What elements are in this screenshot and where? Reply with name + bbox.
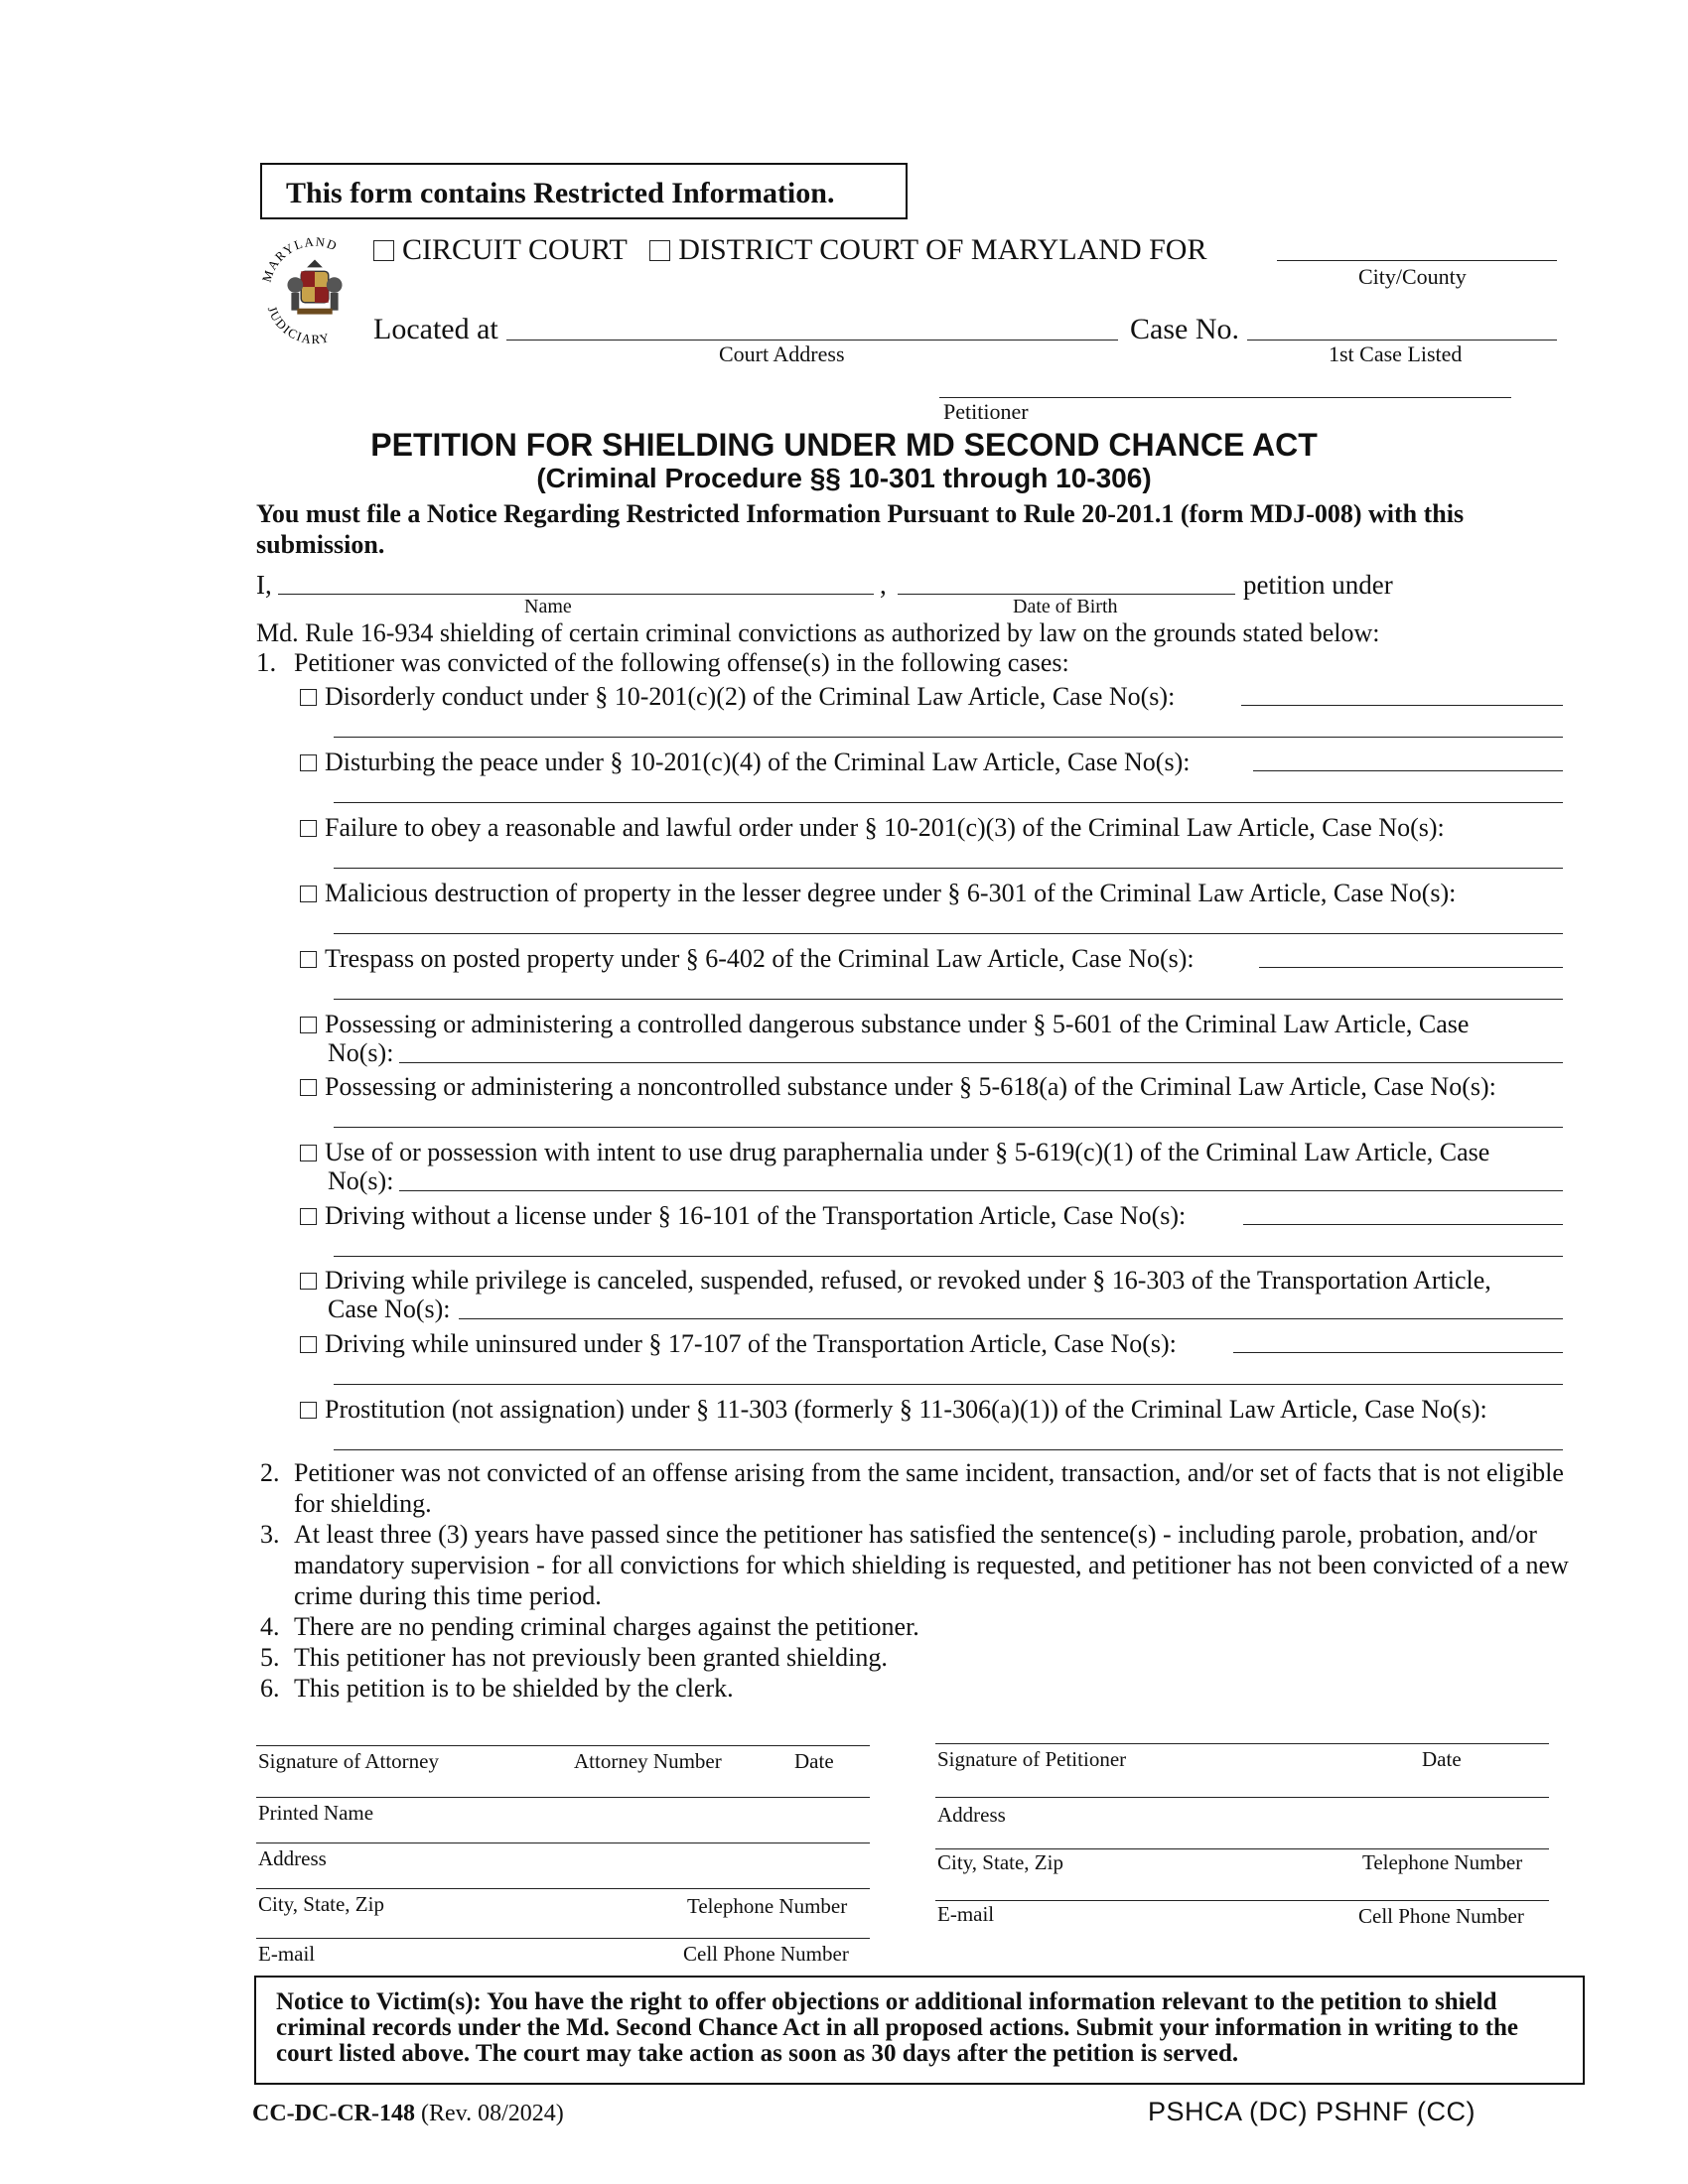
circuit-court-checkbox[interactable] bbox=[373, 240, 394, 261]
case-field[interactable] bbox=[334, 1449, 1563, 1450]
intro-i: I, bbox=[256, 570, 272, 600]
item1-number: 1. bbox=[256, 647, 277, 677]
page-subtitle: (Criminal Procedure §§ 10-301 through 10-306) bbox=[536, 463, 1152, 493]
petitioner-date-label: Date bbox=[1422, 1747, 1462, 1771]
case-field[interactable] bbox=[334, 1256, 1563, 1257]
offense-checkbox[interactable] bbox=[300, 1273, 317, 1290]
offense-checkbox[interactable] bbox=[300, 886, 317, 902]
attorney-date-label: Date bbox=[794, 1749, 834, 1773]
offense-checkbox[interactable] bbox=[300, 1079, 317, 1096]
case-no-label: Case No. bbox=[1130, 313, 1239, 345]
attorney-email-field[interactable] bbox=[256, 1938, 870, 1939]
offense-disorderly-conduct[interactable]: Disorderly conduct under § 10-201(c)(2) of the Criminal Law Article, Case No(s): bbox=[300, 681, 1175, 712]
case-field[interactable] bbox=[1243, 1224, 1563, 1225]
grounds-list bbox=[260, 1457, 1571, 1704]
restricted-banner: This form contains Restricted Information. bbox=[260, 163, 908, 219]
district-court-label: DISTRICT COURT OF MARYLAND FOR bbox=[678, 233, 1207, 266]
offense-trespass[interactable]: Trespass on posted property under § 6-402 of the Criminal Law Article, Case No(s): bbox=[300, 943, 1195, 974]
page-title: PETITION FOR SHIELDING UNDER MD SECOND CHANCE ACT bbox=[370, 427, 1318, 463]
attorney-address-label: Address bbox=[258, 1846, 327, 1870]
offense-checkbox[interactable] bbox=[300, 754, 317, 771]
petitioner-email-field[interactable] bbox=[935, 1900, 1549, 1901]
intro-comma: , bbox=[880, 570, 887, 600]
offense-malicious-destruction[interactable]: Malicious destruction of property in the lesser degree under § 6-301 of the Criminal Law Article, Case No(s): bbox=[300, 878, 1456, 908]
offense-checkbox[interactable] bbox=[300, 1336, 317, 1353]
attorney-email-label: E-mail bbox=[258, 1942, 316, 1966]
case-field[interactable] bbox=[334, 933, 1563, 934]
circuit-court-label: CIRCUIT COURT bbox=[402, 233, 628, 266]
case-field[interactable] bbox=[1259, 967, 1563, 968]
attorney-signature-label: Signature of Attorney bbox=[258, 1749, 439, 1773]
seal-top-text: MARYLAND bbox=[259, 234, 341, 284]
petitioner-email-label: E-mail bbox=[937, 1902, 995, 1926]
offense-checkbox[interactable] bbox=[300, 1402, 317, 1419]
case-no-field[interactable] bbox=[1247, 340, 1557, 341]
case-field[interactable] bbox=[334, 1384, 1563, 1385]
victim-notice: Notice to Victim(s): You have the right to offer objections or additional information relevant to the petition to shield criminal records under the Md. Second Chance Act in all proposed actions. Submit your information in writing to the court listed above. The court may take action as soon as 30 days after the petition is served. bbox=[254, 1976, 1585, 2085]
attorney-cell-label: Cell Phone Number bbox=[683, 1942, 849, 1966]
list-item: 3. At least three (3) years have passed since the petitioner has satisfied the sentence(s) - including parole, probation, and/or mandatory supervision - for all convictions for which shielding is requested, and petitioner has not been convicted of a new crime during this time period. bbox=[260, 1520, 1569, 1610]
offense-driving-privilege-line2: Case No(s): bbox=[328, 1295, 451, 1323]
petitioner-label: Petitioner bbox=[943, 399, 1029, 424]
offense-failure-to-obey[interactable]: Failure to obey a reasonable and lawful order under § 10-201(c)(3) of the Criminal Law Article, Case No(s): bbox=[300, 812, 1445, 843]
case-field[interactable] bbox=[334, 737, 1563, 738]
first-case-label: 1st Case Listed bbox=[1329, 341, 1463, 366]
petitioner-city-field[interactable] bbox=[935, 1848, 1549, 1849]
offense-noncontrolled-substance[interactable]: Possessing or administering a noncontrolled substance under § 5-618(a) of the Criminal Law Article, Case No(s): bbox=[300, 1071, 1496, 1102]
attorney-telephone-label: Telephone Number bbox=[687, 1894, 848, 1918]
offense-checkbox[interactable] bbox=[300, 820, 317, 837]
footer-form-id-block bbox=[252, 2101, 564, 2127]
court-address-label: Court Address bbox=[719, 341, 845, 366]
offense-checkbox[interactable] bbox=[300, 1145, 317, 1161]
offense-controlled-substance-line2: No(s): bbox=[328, 1038, 394, 1067]
list-item: 2. Petitioner was not convicted of an offense arising from the same incident, transaction, and/or set of facts that is not eligible for shielding. bbox=[260, 1458, 1564, 1518]
offense-prostitution[interactable]: Prostitution (not assignation) under § 11-303 (formerly § 11-306(a)(1)) of the Criminal Law Article, Case No(s): bbox=[300, 1394, 1487, 1425]
attorney-city-label: City, State, Zip bbox=[258, 1892, 384, 1916]
case-field[interactable] bbox=[334, 1127, 1563, 1128]
offense-disturbing-peace[interactable]: Disturbing the peace under § 10-201(c)(4) of the Criminal Law Article, Case No(s): bbox=[300, 747, 1190, 777]
offense-controlled-substance[interactable]: Possessing or administering a controlled dangerous substance under § 5-601 of the Criminal Law Article, Case bbox=[300, 1009, 1469, 1039]
item1-text: Petitioner was convicted of the following offense(s) in the following cases: bbox=[294, 648, 1069, 677]
court-selection bbox=[373, 233, 1206, 267]
offense-drug-paraphernalia[interactable]: Use of or possession with intent to use drug paraphernalia under § 5-619(c)(1) of the Criminal Law Article, Case bbox=[300, 1137, 1489, 1167]
name-label: Name bbox=[524, 596, 572, 617]
offense-driving-privilege-revoked[interactable]: Driving while privilege is canceled, suspended, refused, or revoked under § 16-303 of the Transportation Article, bbox=[300, 1265, 1491, 1296]
case-field[interactable] bbox=[1233, 1352, 1563, 1353]
dob-label: Date of Birth bbox=[1013, 596, 1118, 617]
offense-drug-paraphernalia-line2: No(s): bbox=[328, 1166, 394, 1195]
case-field[interactable] bbox=[334, 802, 1563, 803]
offense-driving-uninsured[interactable]: Driving while uninsured under § 17-107 of the Transportation Article, Case No(s): bbox=[300, 1328, 1177, 1359]
date-of-birth-field[interactable] bbox=[898, 594, 1235, 595]
case-field[interactable] bbox=[1253, 770, 1563, 771]
form-revision: (Rev. 08/2024) bbox=[420, 2101, 564, 2126]
petitioner-city-label: City, State, Zip bbox=[937, 1850, 1063, 1874]
form-id: CC-DC-CR-148 bbox=[252, 2101, 415, 2126]
offense-checkbox[interactable] bbox=[300, 1017, 317, 1033]
case-field[interactable] bbox=[459, 1318, 1563, 1319]
petitioner-field[interactable] bbox=[939, 397, 1511, 398]
case-field[interactable] bbox=[334, 868, 1563, 869]
petitioner-address-field[interactable] bbox=[935, 1797, 1549, 1798]
attorney-number-label: Attorney Number bbox=[574, 1749, 722, 1773]
list-item: 5. This petitioner has not previously been granted shielding. bbox=[260, 1643, 888, 1672]
list-item: 6. This petition is to be shielded by the clerk. bbox=[260, 1674, 734, 1703]
attorney-city-field[interactable] bbox=[256, 1888, 870, 1889]
list-item: 4. There are no pending criminal charges against the petitioner. bbox=[260, 1612, 919, 1641]
offense-checkbox[interactable] bbox=[300, 689, 317, 706]
attorney-signature-field[interactable] bbox=[256, 1745, 870, 1746]
case-field[interactable] bbox=[1241, 705, 1563, 706]
located-at-label: Located at bbox=[373, 313, 498, 345]
case-field[interactable] bbox=[399, 1190, 1563, 1191]
offense-checkbox[interactable] bbox=[300, 951, 317, 968]
seal-bottom-text: JUDICIARY bbox=[264, 304, 333, 347]
petitioner-signature-label: Signature of Petitioner bbox=[937, 1747, 1127, 1771]
district-court-checkbox[interactable] bbox=[649, 240, 670, 261]
city-county-label: City/County bbox=[1358, 264, 1467, 289]
intro-petition-under: petition under bbox=[1243, 570, 1393, 600]
case-field[interactable] bbox=[399, 1062, 1563, 1063]
form-codes: PSHCA (DC) PSHNF (CC) bbox=[1148, 2097, 1477, 2126]
petitioner-address-label: Address bbox=[937, 1803, 1006, 1827]
maryland-judiciary-seal-icon bbox=[256, 230, 373, 347]
notice-requirement: You must file a Notice Regarding Restricted Information Pursuant to Rule 20-201.1 (form MDJ-008) with this submission. bbox=[256, 499, 1465, 559]
rule-text: Md. Rule 16-934 shielding of certain criminal convictions as authorized by law on the grounds stated below: bbox=[256, 618, 1380, 647]
name-field[interactable] bbox=[278, 594, 874, 595]
offense-driving-without-license[interactable]: Driving without a license under § 16-101 of the Transportation Article, Case No(s): bbox=[300, 1200, 1186, 1231]
attorney-printed-name-field[interactable] bbox=[256, 1797, 870, 1798]
offense-checkbox[interactable] bbox=[300, 1208, 317, 1225]
court-address-field[interactable] bbox=[506, 340, 1118, 341]
city-county-field[interactable] bbox=[1277, 260, 1557, 261]
attorney-printed-name-label: Printed Name bbox=[258, 1801, 374, 1825]
case-field[interactable] bbox=[334, 999, 1563, 1000]
petitioner-cell-label: Cell Phone Number bbox=[1358, 1904, 1524, 1928]
petitioner-signature-field[interactable] bbox=[935, 1743, 1549, 1744]
petitioner-telephone-label: Telephone Number bbox=[1362, 1850, 1523, 1874]
